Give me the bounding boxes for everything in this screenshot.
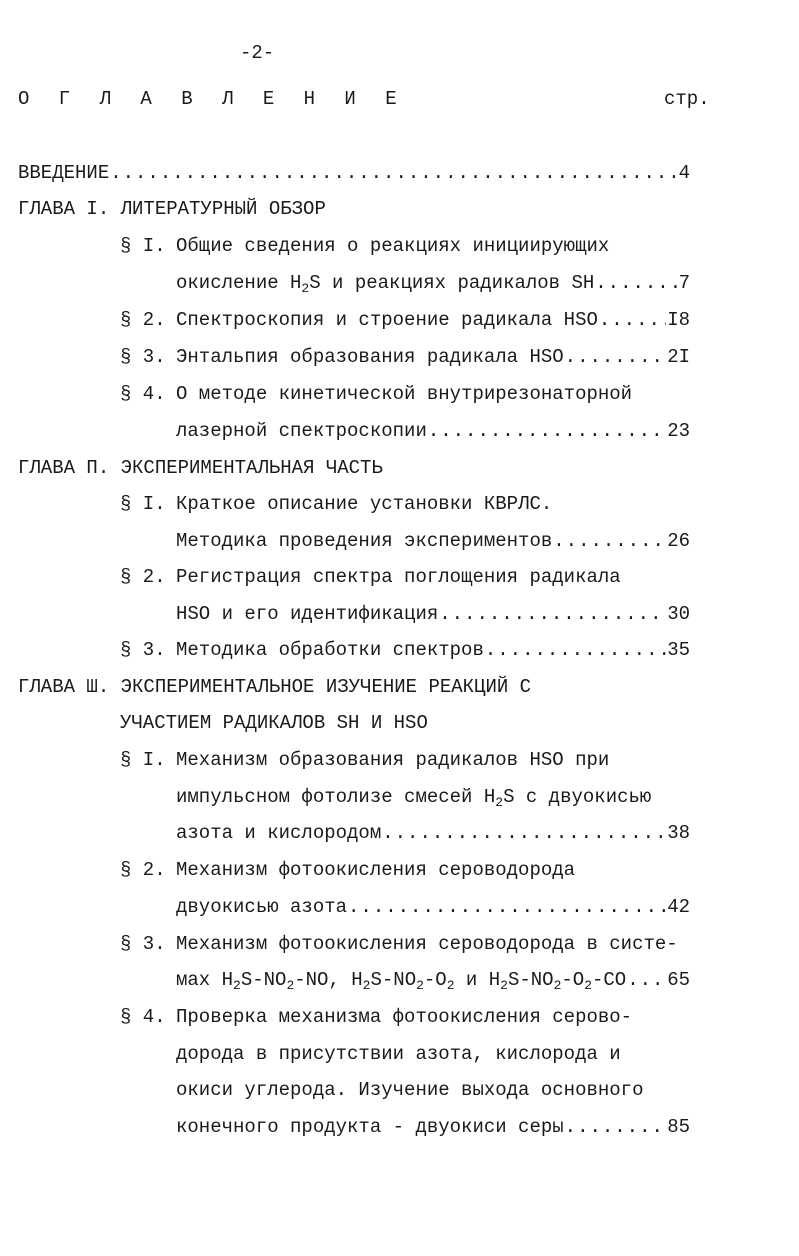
- section-title-line: окиси углерода. Изучение выхода основного: [176, 1079, 644, 1101]
- toc-entry-1-3[interactable]: [176, 346, 690, 368]
- leader-dots: [595, 272, 677, 294]
- entry-title: мах $H_2S-NO_2-NO$, $H_2S-NO_2-O_2$ и $H_2S-NO_2-O_2-CO$: [176, 969, 627, 993]
- leader-dots: [565, 1116, 667, 1138]
- toc-entry-2-3[interactable]: [176, 639, 690, 661]
- section-number: § 4.: [120, 383, 166, 405]
- entry-page: 7: [678, 272, 690, 294]
- entry-title: Спектроскопия и строение радикала HSO: [176, 309, 598, 331]
- leader-dots: [485, 639, 666, 661]
- chapter-2-title[interactable]: ГЛАВА П. ЭКСПЕРИМЕНТАЛЬНАЯ ЧАСТЬ: [18, 457, 383, 479]
- page-column-label: стр.: [664, 88, 710, 110]
- entry-title: HSO и его идентификация: [176, 603, 439, 625]
- entry-page: 42: [667, 896, 690, 918]
- section-title-line: Краткое описание установки КВРЛС.: [176, 493, 553, 515]
- entry-page: I8: [667, 309, 690, 331]
- section-title-line: О методе кинетической внутрирезонаторной: [176, 383, 633, 405]
- page-number: -2-: [240, 42, 275, 64]
- toc-entry-3-1[interactable]: [176, 822, 690, 844]
- leader-dots: [627, 969, 666, 991]
- entry-page: 65: [667, 969, 690, 991]
- entry-title: азота и кислородом: [176, 822, 382, 844]
- section-title-line: импульсном фотолизе смесей $H_2S$ с двуокисью: [176, 786, 652, 810]
- entry-page: 35: [667, 639, 690, 661]
- entry-title: окисление $H_2S$ и реакциях радикалов SH: [176, 272, 595, 296]
- entry-title: двуокисью азота: [176, 896, 348, 918]
- entry-page: 26: [667, 530, 690, 552]
- section-title-line: Механизм образования радикалов HSO при: [176, 749, 610, 771]
- chapter-1-title[interactable]: ГЛАВА I. ЛИТЕРАТУРНЫЙ ОБЗОР: [18, 198, 326, 220]
- section-number: § 3.: [120, 639, 166, 661]
- toc-heading: О Г Л А В Л Е Н И Е: [18, 88, 406, 110]
- section-number: § 2.: [120, 859, 166, 881]
- section-number: § 4.: [120, 1006, 166, 1028]
- chapter-3-title[interactable]: ГЛАВА Ш. ЭКСПЕРИМЕНТАЛЬНОЕ ИЗУЧЕНИЕ РЕАКЦИЙ С: [18, 676, 532, 698]
- toc-entry-3-2[interactable]: [176, 896, 690, 918]
- entry-page: 30: [667, 603, 690, 625]
- toc-entry-2-2[interactable]: [176, 603, 690, 625]
- leader-dots: [599, 309, 666, 331]
- section-title-line: Проверка механизма фотоокисления серово-: [176, 1006, 633, 1028]
- entry-page: 85: [667, 1116, 690, 1138]
- toc-entry-1-1[interactable]: [176, 272, 690, 294]
- toc-entry-3-3[interactable]: [176, 969, 690, 991]
- entry-title: Методика обработки спектров: [176, 639, 484, 661]
- section-number: § 2.: [120, 566, 166, 588]
- leader-dots: [439, 603, 666, 625]
- entry-title: Методика проведения экспериментов: [176, 530, 553, 552]
- entry-title: ВВЕДЕНИЕ: [18, 162, 110, 184]
- section-number: § 3.: [120, 933, 166, 955]
- section-title-line: Механизм фотоокисления сероводорода: [176, 859, 576, 881]
- entry-page: 2I: [667, 346, 690, 368]
- entry-title: конечного продукта - двуокиси серы: [176, 1116, 564, 1138]
- toc-entry-1-4[interactable]: [176, 420, 690, 442]
- leader-dots: [553, 530, 666, 552]
- section-number: § I.: [120, 493, 166, 515]
- toc-entry-3-4[interactable]: [176, 1116, 690, 1138]
- entry-page: 38: [667, 822, 690, 844]
- leader-dots: [565, 346, 667, 368]
- toc-entry-intro[interactable]: [18, 162, 690, 184]
- leader-dots: [382, 822, 666, 844]
- section-title-line: дорода в присутствии азота, кислорода и: [176, 1043, 621, 1065]
- leader-dots: [110, 162, 677, 184]
- entry-page: 23: [667, 420, 690, 442]
- entry-page: 4: [678, 162, 690, 184]
- leader-dots: [348, 896, 666, 918]
- chapter-3-title-cont: УЧАСТИЕМ РАДИКАЛОВ SH И HSO: [120, 712, 428, 734]
- section-title-line: Регистрация спектра поглощения радикала: [176, 566, 621, 588]
- entry-title: Энтальпия образования радикала HSO: [176, 346, 564, 368]
- section-number: § I.: [120, 235, 166, 257]
- section-title-line: Механизм фотоокисления сероводорода в систе-: [176, 933, 678, 955]
- section-number: § 3.: [120, 346, 166, 368]
- entry-title: лазерной спектроскопии: [176, 420, 427, 442]
- toc-entry-2-1[interactable]: [176, 530, 690, 552]
- toc-entry-1-2[interactable]: [176, 309, 690, 331]
- section-number: § 2.: [120, 309, 166, 331]
- section-number: § I.: [120, 749, 166, 771]
- leader-dots: [428, 420, 666, 442]
- section-title-line: Общие сведения о реакциях инициирующих: [176, 235, 610, 257]
